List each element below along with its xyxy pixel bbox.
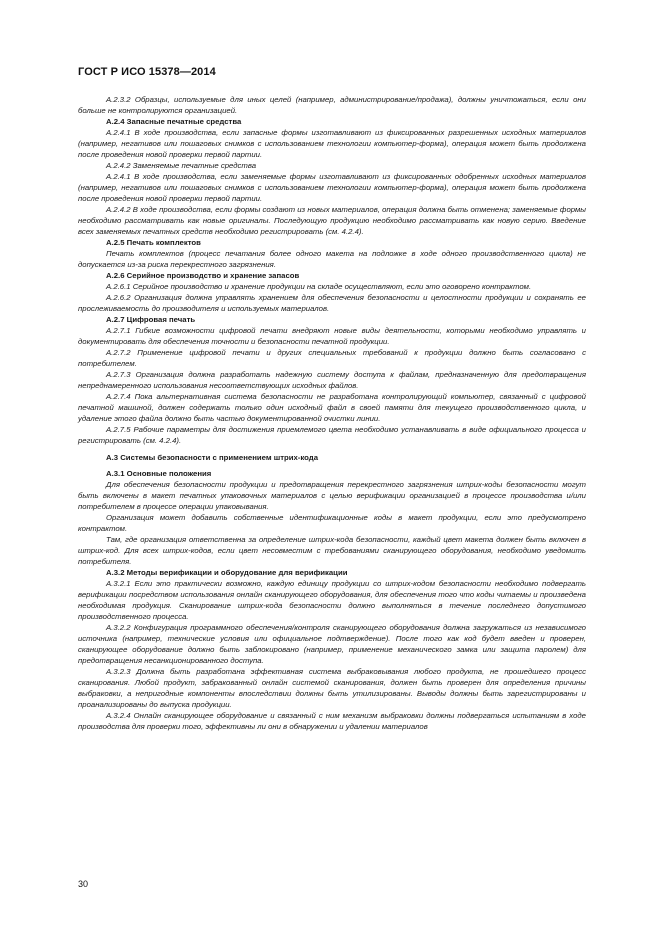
paragraph: А.3.2.3 Должна быть разработана эффективная система выбраковывания любого продукта, не прошедшего процесс сканирования. Любой продукт, забракованный онлайн системой сканирования, должен быть проверен для определения причины выбраковки, а непригодные компоненты впоследствии должны быть утилизированы. Выводы должны быть зарегистрированы и проанализированы до выпуска продукции. xyxy=(78,667,586,709)
paragraph: А.3.2.2 Конфигурация программного обеспечения/контроля сканирующего оборудования должна загружаться из независимого источника (например, технические условия или официальное подтверждение). После того как код будет введен и проверен, сканирующее оборудование должно быть заблокировано (например, применение механического замка или защита паролем) для предотвращения несанкционированного доступа. xyxy=(78,623,586,665)
paragraph: А.2.4.1 В ходе производства, если заменяемые формы изготавливают из фиксированных одобренных исходных материалов (например, негативов или пошаговых снимков с использованием технологии компьютер-форма), операция может быть продолжена после проведения новой проверки первой партии. xyxy=(78,172,586,203)
paragraph: А.2.4.2 В ходе производства, если формы создают из новых материалов, операция должна быть отменена; заменяемые формы необходимо рассматривать как новые оригиналы. Последующую продукцию необходимо рассматривать как новую серию. Введение всех заменяемых печатных средств необходимо регистрировать (см. 4.2.4). xyxy=(78,205,586,236)
subsection-heading: А.2.7 Цифровая печать xyxy=(106,315,196,324)
paragraph: А.2.6.2 Организация должна управлять хранением для обеспечения безопасности и целостности продукции и сохранять ее прослеживаемость до производителя и используемых материалов. xyxy=(78,293,586,313)
paragraph: А.2.7.2 Применение цифровой печати и других специальных требований к продукции должно быть согласовано с потребителем. xyxy=(78,348,586,368)
paragraph: А.2.6.1 Серийное производство и хранение продукции на складе осуществляют, если это оговорено контрактом. xyxy=(106,282,532,291)
paragraph: Там, где организация ответственна за определение штрих-кода безопасности, каждый цвет макета должен быть включен в штрих-код. Для всех штрих-кодов, если цвет несовместим с требованиями сканирующего оборудования, необходимо уведомить потребителя. xyxy=(78,535,586,566)
section-heading: А.3 Системы безопасности с применением штрих-кода xyxy=(106,453,319,462)
subsection-heading: А.2.5 Печать комплектов xyxy=(106,238,201,247)
paragraph: Для обеспечения безопасности продукции и предотвращения перекрестного загрязнения штрих-коды безопасности могут быть включены в макет печатных упаковочных материалов с целью верификации организацией в процессе производства и/или потребителем в процессе операции упаковывания. xyxy=(78,480,586,511)
paragraph: А.2.7.1 Гибкие возможности цифровой печати внедряют новые виды деятельности, которыми необходимо управлять и документировать для обеспечения точности и безопасности печатной продукции. xyxy=(78,326,586,346)
paragraph: А.2.7.5 Рабочие параметры для достижения приемлемого цвета необходимо устанавливать в виде официального процесса и регистрировать (см. 4.2.4). xyxy=(78,425,586,445)
subsection-heading: А.2.4 Запасные печатные средства xyxy=(106,117,242,126)
paragraph: А.2.4.1 В ходе производства, если запасные формы изготавливают из фиксированных разрешенных исходных материалов (например, негативов или пошаговых снимков с использованием технологии компьютер-форма), операция может быть продолжена после проведения новой проверки первой партии. xyxy=(78,128,586,159)
document-body xyxy=(78,94,586,732)
paragraph: А.2.7.4 Пока альтернативная система безопасности не разработана контролирующий компьютер, связанный с цифровой печатной машиной, должен содержать только один исходный файл в своей памяти для текущего производственного цикла, и удаление этого файла должно быть частью документированной очистки линии. xyxy=(78,392,586,423)
subsection-heading: А.3.1 Основные положения xyxy=(106,469,212,478)
page-number: 30 xyxy=(78,879,89,889)
paragraph: А.2.3.2 Образцы, используемые для иных целей (например, администрирование/продажа), должны уничтожаться, если они больше не контролируются организацией. xyxy=(78,95,586,115)
subsection-heading: А.3.2 Методы верификации и оборудование для верификации xyxy=(106,568,348,577)
subsection-heading: А.2.6 Серийное производство и хранение запасов xyxy=(106,271,300,280)
standard-title: ГОСТ Р ИСО 15378—2014 xyxy=(78,66,216,78)
paragraph: А.2.4.2 Заменяемые печатные средства xyxy=(106,161,257,170)
paragraph: А.3.2.1 Если это практически возможно, каждую единицу продукции со штрих-кодом безопасности необходимо подвергать верификации посредством использования онлайн сканирующего оборудования, для обеспечения того что коды читаемы и произведена необходимая продукция. Сканирование штрих-кода безопасности должно выполняться в течение последнего допустимого производственного процесса. xyxy=(78,579,586,621)
paragraph: А.3.2.4 Онлайн сканирующее оборудование и связанный с ним механизм выбраковки должны подвергаться испытаниям в ходе производства для проверки того, эффективны ли они в обнаружении и удалении материалов xyxy=(78,711,586,731)
paragraph: Организация может добавить собственные идентификационные коды в макет продукции, если это предусмотрено контрактом. xyxy=(78,513,586,533)
paragraph: А.2.7.3 Организация должна разработать надежную систему доступа к файлам, предназначенную для предотвращения непреднамеренного использования несоответствующих исходных файлов. xyxy=(78,370,586,390)
paragraph: Печать комплектов (процесс печатания более одного макета на подложке в ходе одного производственного цикла) не допускается из-за риска перекрестного загрязнения. xyxy=(78,249,586,269)
